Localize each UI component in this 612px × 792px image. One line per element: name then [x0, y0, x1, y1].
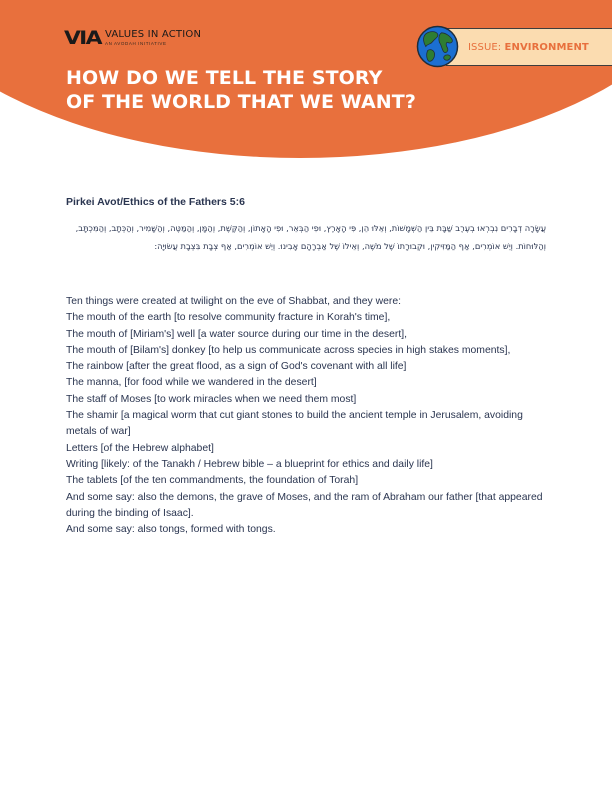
translation-line: Letters [of the Hebrew alphabet]: [66, 442, 214, 454]
logo-text: [105, 30, 201, 47]
english-translation: [66, 294, 546, 538]
translation-line: And some say: also the demons, the grave of Moses, and the ram of Abraham our father [that appeared during the binding of Isaac].: [66, 491, 543, 519]
translation-line: The shamir [a magical worm that cut giant stones to build the ancient temple in Jerusalem, avoiding metals of war]: [66, 410, 523, 438]
issue-label-prefix: ISSUE:: [468, 41, 502, 53]
translation-line: The rainbow [after the great flood, as a sign of God's covenant with all life]: [66, 361, 407, 373]
page-title-line-1: HOW DO WE TELL THE STORY: [66, 67, 383, 89]
translation-line: The staff of Moses [to work miracles when we need them most]: [66, 393, 357, 405]
translation-line: The tablets [of the ten commandments, the foundation of Torah]: [66, 475, 359, 487]
issue-badge: [446, 28, 612, 66]
translation-line: The manna, [for food while we wandered in the desert]: [66, 377, 317, 389]
logo-title: VALUES IN ACTION: [104, 28, 202, 40]
globe-icon: [416, 25, 459, 68]
values-in-action-logo: [64, 29, 201, 47]
logo-subtitle: AN AVODAH INITIATIVE: [104, 40, 167, 46]
translation-line: The mouth of [Miriam's] well [a water source during our time in the desert],: [66, 328, 407, 340]
issue-label-value: ENVIRONMENT: [504, 41, 589, 53]
translation-line: And some say: also tongs, formed with tongs.: [66, 524, 276, 536]
page-title: [66, 66, 416, 114]
hebrew-text: עֲשָׂרָה דְבָרִים נִבְרְאוּ בְעֶרֶב שַׁבָּת בֵּין הַשְּׁמָשׁוֹת, וְאֵלּוּ הֵן, פִּי הָאָרֶץ, וּפִי הַבְּאֵר, וּפִי הָאָתוֹן, וְהַקֶּשֶׁת, וְהַמָּן, וְהַמַּטֶּה, וְהַשָּׁמִיר, וְהַכְּתָב, וְהַמִּכְתָּב, וְהַלּוּחוֹת. וְיֵשׁ אוֹמְרִים, אַף הַמַּזִּיקִין, וּקְבוּרָתוֹ שֶׁל מֹשֶׁה, וְאֵילוֹ שֶׁל אַבְרָהָם אָבִינוּ. וְיֵשׁ אוֹמְרִים, אַף צְבָת בִּצְבָת עֲשׂוּיָה:: [75, 223, 546, 251]
via-logo-mark: VIA: [64, 27, 101, 49]
translation-line: Writing [likely: of the Tanakh / Hebrew bible – a blueprint for ethics and daily life]: [66, 458, 433, 470]
page-title-line-2: OF THE WORLD THAT WE WANT?: [66, 91, 416, 113]
issue-label: [468, 42, 589, 53]
translation-line: Ten things were created at twilight on the eve of Shabbat, and they were:: [66, 296, 402, 307]
translation-line: The mouth of [Bilam's] donkey [to help us communicate across species in high stakes moments],: [66, 344, 511, 356]
translation-line: The mouth of the earth [to resolve community fracture in Korah's time],: [66, 312, 391, 324]
source-title: Pirkei Avot/Ethics of the Fathers 5:6: [66, 196, 245, 208]
